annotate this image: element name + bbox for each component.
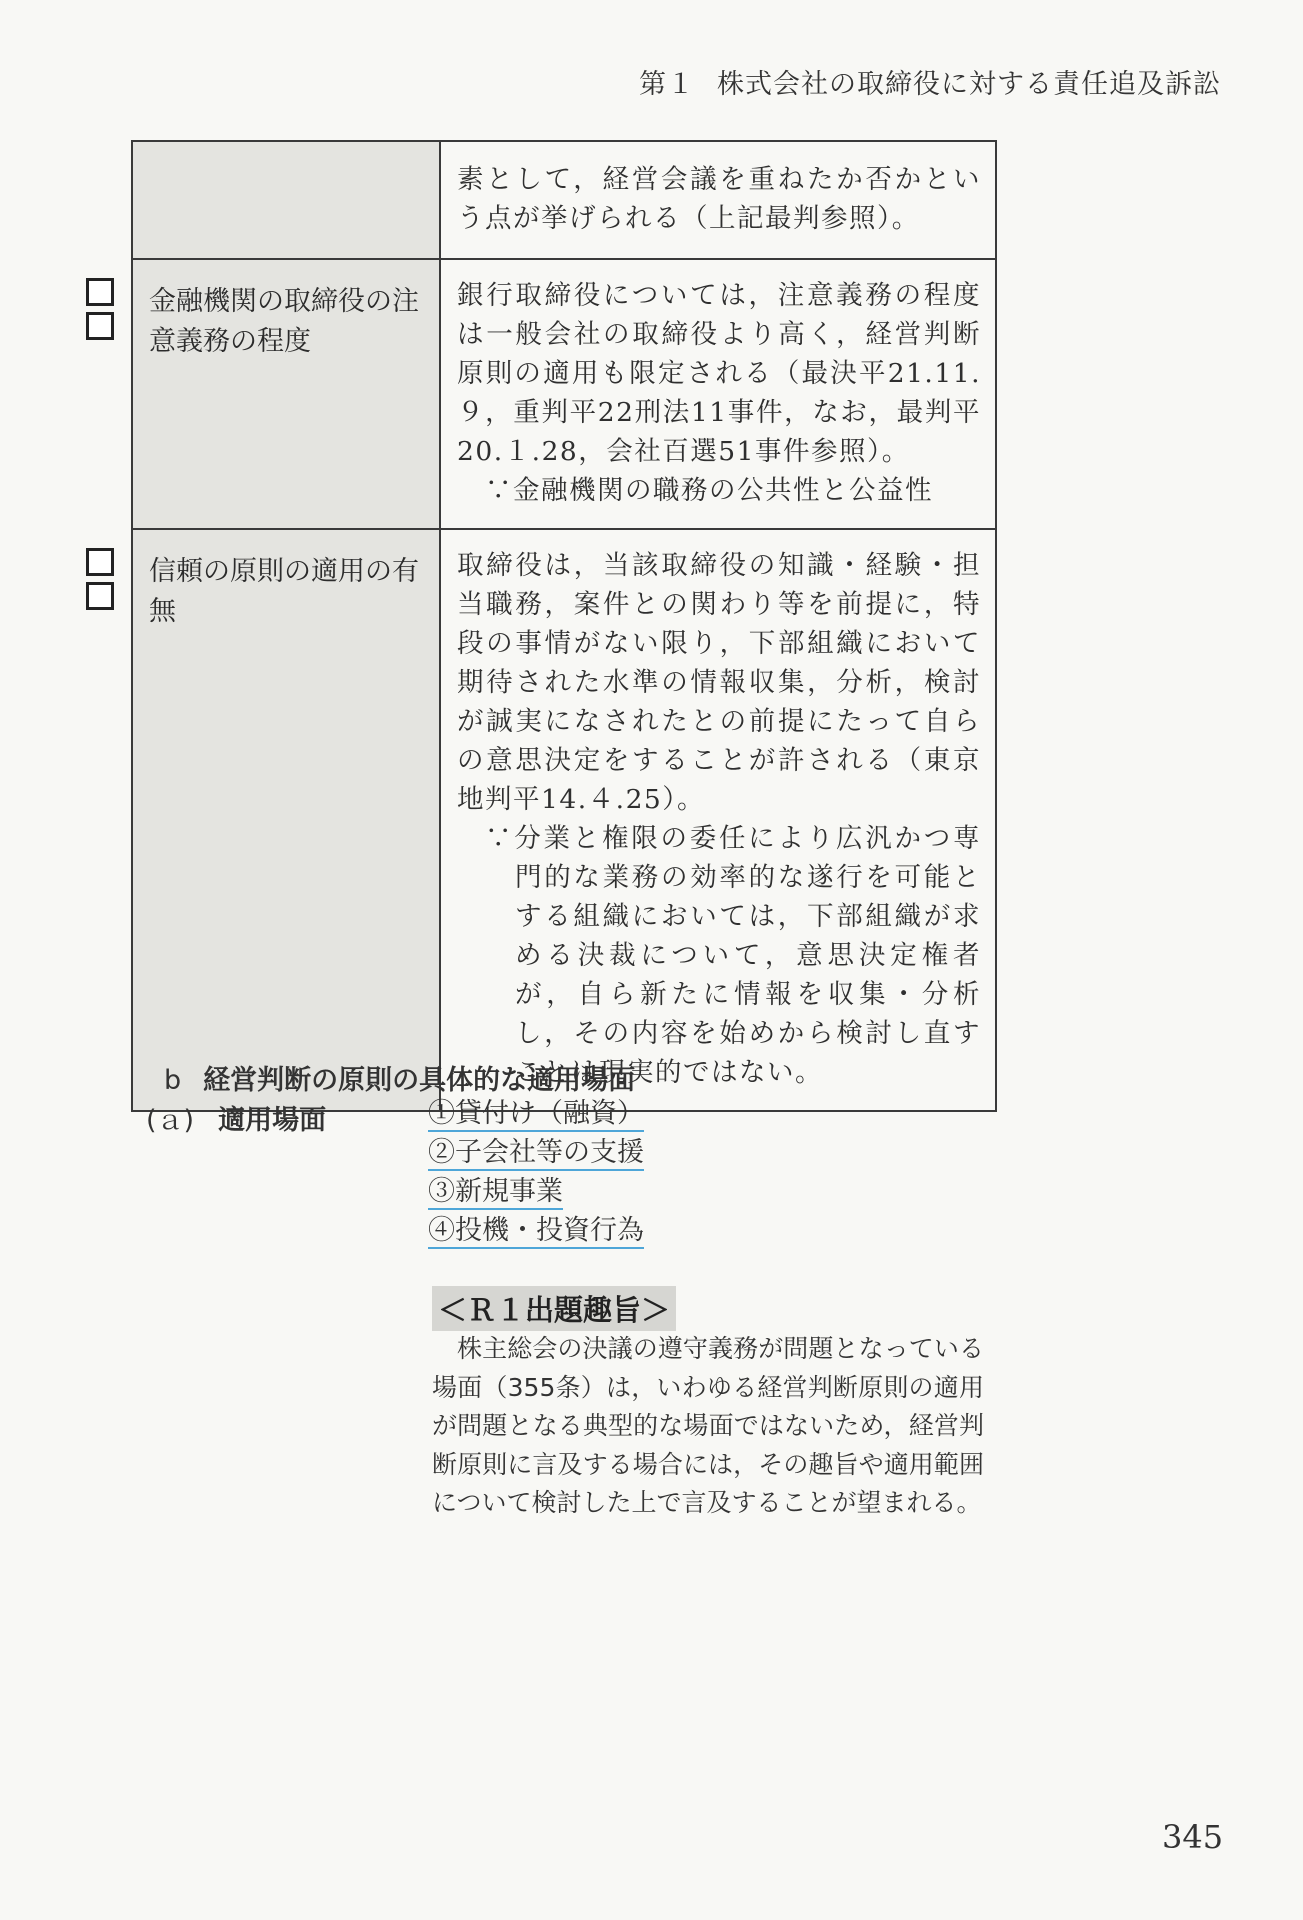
section-a-heading [146, 1098, 326, 1137]
row-body [440, 141, 996, 259]
table-row [132, 529, 996, 1111]
section-marker: b [164, 1065, 182, 1096]
chapter-number: 第１ [639, 69, 695, 100]
section-b-heading [164, 1058, 635, 1097]
list-item: ④投機・投資行為 [428, 1211, 644, 1250]
row-text: 素として，経営会議を重ねたか否かという点が挙げられる（上記最判参照）。 [457, 164, 981, 234]
row-label [132, 141, 440, 259]
checkbox-group-2 [86, 548, 114, 610]
r1-intent-title: ＜Ｒ１出題趣旨＞ [432, 1286, 676, 1331]
table-row [132, 259, 996, 529]
row-text: 銀行取締役については，注意義務の程度は一般会社の取締役より高く，経営判断原則の適用も限定される（最決平21.11.９，重判平22刑法11事件，なお，最判平20.１.28，会社百選51事件参照）。 [457, 280, 981, 467]
list-item: ①貸付け（融資） [428, 1094, 644, 1133]
list-item: ②子会社等の支援 [428, 1133, 644, 1172]
list-item: ③新規事業 [428, 1172, 644, 1211]
row-body [440, 529, 996, 1111]
checkbox[interactable] [86, 312, 114, 340]
row-note: ∵分業と権限の委任により広汎かつ専門的な業務の効率的な遂行を可能とする組織においては，下部組織が求める決裁について，意思決定権者が，自ら新たに情報を収集・分析し，その内容を始めから検討し直すことは現実的ではない。 [485, 823, 981, 1088]
chapter-title: 株式会社の取締役に対する責任追及訴訟 [717, 69, 1221, 100]
summary-table [131, 140, 997, 1112]
checkbox-group-1 [86, 278, 114, 340]
r1-intent-text: 株主総会の決議の遵守義務が問題となっている場面（355条）は，いわゆる経営判断原則の適用が問題となる典型的な場面ではないため，経営判断原則に言及する場合には，その趣旨や適用範囲について検討した上で言及することが望まれる。 [432, 1334, 984, 1517]
running-header [639, 62, 1221, 101]
row-label: 信頼の原則の適用の有無 [132, 529, 440, 1111]
checkbox[interactable] [86, 582, 114, 610]
table-row [132, 141, 996, 259]
row-text: 取締役は，当該取締役の知識・経験・担当職務，案件との関わり等を前提に，特段の事情がない限り，下部組織において期待された水準の情報収集，分析，検討が誠実になされたとの前提にたって自らの意思決定をすることが許される（東京地判平14.４.25）。 [457, 550, 981, 815]
section-title: 経営判断の原則の具体的な適用場面 [203, 1065, 636, 1096]
row-body [440, 259, 996, 529]
row-note: ∵金融機関の職務の公共性と公益性 [485, 475, 933, 506]
subsection-marker: (ａ) [146, 1105, 195, 1136]
application-scenes-list [428, 1094, 644, 1250]
checkbox[interactable] [86, 548, 114, 576]
subsection-title: 適用場面 [218, 1105, 327, 1136]
page-number: 345 [1162, 1818, 1224, 1856]
checkbox[interactable] [86, 278, 114, 306]
row-label: 金融機関の取締役の注意義務の程度 [132, 259, 440, 529]
